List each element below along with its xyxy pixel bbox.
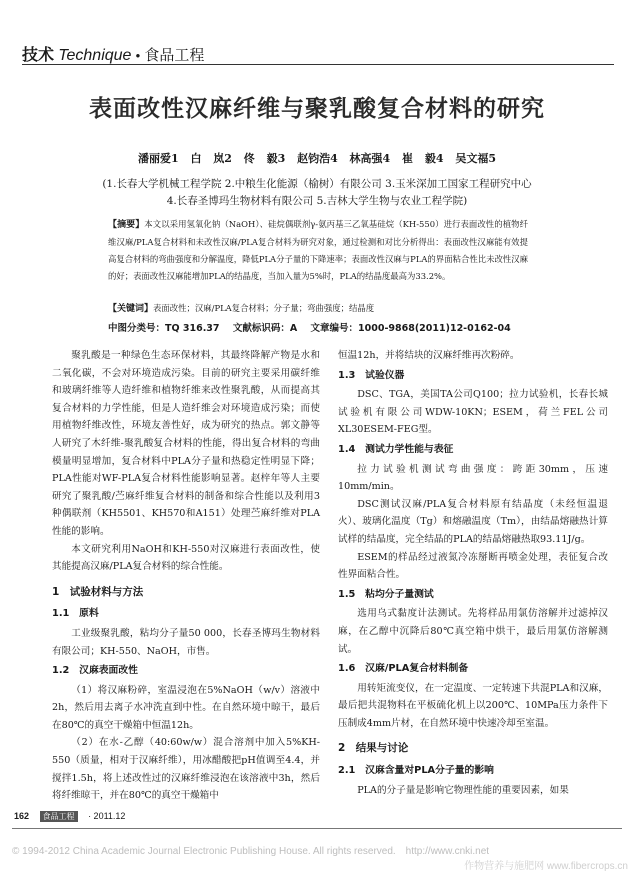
keywords-text: 表面改性；汉麻/PLA复合材料；分子量；弯曲强度；结晶度: [153, 303, 375, 313]
subsection-heading: 1.5 粘均分子量测试: [338, 588, 434, 600]
body-paragraph: 工业级聚乳酸，粘均分子量50 000，长春圣博玛生物材料有限公司；KH-550、NaOH，市售。: [52, 627, 320, 657]
document-code: 文献标识码：A: [232, 323, 298, 334]
article-number: 文章编号：1000-9868(2011)12-0162-04: [310, 323, 511, 334]
subsection-heading: 1.6 汉麻/PLA复合材料制备: [338, 663, 469, 675]
running-header: [22, 42, 204, 65]
abstract-label: 【摘要】: [108, 220, 145, 230]
page-number: 162: [14, 811, 30, 821]
paper-title: 表面改性汉麻纤维与聚乳酸复合材料的研究: [89, 96, 545, 122]
keywords: [108, 301, 528, 314]
body-paragraph: （1）将汉麻粉碎，室温浸泡在5%NaOH（w/v）溶液中2h，然后用去离子水冲洗直到中性。在自然环境中晾干，最后在80℃的真空干燥箱中恒温12h。: [52, 684, 320, 731]
section-heading: 2 结果与讨论: [338, 742, 409, 755]
body-paragraph: 本文研究利用NaOH和KH-550对汉麻进行表面改性，使其能提高汉麻/PLA复合材料的综合性能。: [52, 543, 320, 573]
journal-logo: 食品工程: [40, 811, 78, 822]
body-paragraph: PLA的分子量是影响它物理性能的重要因素，如果: [357, 784, 569, 796]
body-paragraph: 聚乳酸是一种绿色生态环保材料，其最终降解产物是水和二氧化碳，不会对环境造成污染。目前的研究主要采用碳纤维和玻璃纤维等人造纤维和植物纤维来改性聚乳酸，从而提高其复合材料的力学性能，但是人造纤维会对环境造成污染；而使用植物纤维改性，环境友善性好，成为研究的热点。郭文静等人研究了木纤维-聚乳酸复合材料的性能，得出复合材料的弯曲模量明显增加，复合材料中PLA分子量和热稳定性明显下降；PLA性能对WF-PLA复合材料性能影响显著。赵梓年等人主要研究了聚乳酸/苎麻纤维复合材料的制备和综合性能以及利用3种偶联剂（KH5501、KH570和A151）处理苎麻纤维对PLA性能的影响。: [52, 350, 320, 537]
right-column: [338, 347, 608, 799]
body-paragraph: DSC测试汉麻/PLA复合材料原有结晶度（未经恒温退火）、玻璃化温度（Tg）和熔融温度（Tm），由结晶熔融热计算试样的结晶度，完全结晶的PLA的结晶熔融热取93.11J/g。: [338, 498, 608, 545]
body-paragraph: 用转矩流变仪，在一定温度、一定转速下共混PLA和汉麻，最后把共混物料在平板硫化机上以200℃、10MPa压力条件下压制成4mm片材，在自然环境中快速冷却至室温。: [338, 682, 608, 729]
body-paragraph: （2）在水-乙醇（40:60w/w）混合溶剂中加入5%KH-550（质量，相对于汉麻纤维），用冰醋酸把pH值调至4.4，并搅拌1.5h，将上述改性过的汉麻纤维浸泡在该溶液中3h，然后将纤维晾干，并在80℃的真空干燥箱中: [52, 737, 320, 802]
section-label: 技术: [22, 47, 55, 64]
body-paragraph: 选用乌式黏度计法测试。先将样品用氯仿溶解并过滤掉汉麻，在乙醇中沉降后80℃真空箱中烘干，最后用氯仿溶解测试。: [338, 608, 608, 655]
subsection-heading: 1.4 测试力学性能与表征: [338, 443, 454, 455]
author-list: 潘丽爱1 白 岚2 佟 毅3 赵钧浩4 林高强4 崔 毅4 吴文福5: [137, 152, 497, 165]
page-footer: [14, 811, 125, 822]
affiliation-line: (1.长春大学机械工程学院 2.中粮生化能源（榆树）有限公司 3.玉米深加工国家工程研究中心: [102, 178, 532, 190]
body-paragraph: DSC、TGA，美国TA公司Q100；拉力试验机，长春长城试验机有限公司WDW-10KN；ESEM，荷兰FEL公司XL30ESEM-FEG型。: [338, 389, 608, 436]
left-column: [52, 347, 320, 805]
body-paragraph: 恒温12h，并将结块的汉麻纤维再次粉碎。: [338, 350, 520, 361]
category-label: 食品工程: [144, 47, 205, 64]
section-heading: 1 试验材料与方法: [52, 585, 144, 598]
subsection-heading: 1.1 原料: [52, 608, 99, 620]
section-label-en: Technique: [58, 47, 132, 64]
body-paragraph: 拉力试验机测试弯曲强度：跨距30mm，压速10mm/min。: [338, 463, 608, 493]
abstract: [108, 216, 528, 285]
footer-rule: [12, 828, 622, 829]
body-paragraph: ESEM的样品经过液氮冷冻掰断再喷金处理，表征复合改性界面粘合性。: [338, 551, 608, 581]
header-bullet: •: [135, 48, 141, 63]
watermark: 作物营养与施肥网 www.fibercrops.cn: [464, 861, 628, 872]
copyright-notice: © 1994-2012 China Academic Journal Electronic Publishing House. All rights reserved. http://www.cnki.net: [12, 846, 490, 857]
abstract-text: 本文以采用氢氧化钠（NaOH）、硅烷偶联剂γ-氨丙基三乙氧基硅烷（KH-550）进行表面改性的植物纤维汉麻/PLA复合材料和未改性汉麻/PLA复合材料为研究对象，通过检测和对比分析得出：表面改性汉麻能有效提高复合材料的弯曲强度和分解温度，降低PLA分子量的下降速率；表面改性汉麻与PLA的界面粘合性比未改性汉麻的好；表面改性汉麻能增加PLA的结晶度，当加入量为5%时，PLA的结晶度最高为33.2%。: [108, 219, 528, 281]
clc-number: 中图分类号：TQ 316.37: [108, 323, 220, 334]
keywords-label: 【关键词】: [108, 304, 154, 314]
header-rule: [22, 64, 614, 65]
classification-line: [108, 320, 538, 334]
subsection-heading: 2.1 汉麻含量对PLA分子量的影响: [338, 765, 494, 777]
subsection-heading: 1.3 试验仪器: [338, 369, 405, 381]
affiliation-line: 4.长春圣博玛生物材料有限公司 5.吉林大学生物与农业工程学院): [166, 195, 468, 207]
subsection-heading: 1.2 汉麻表面改性: [52, 665, 138, 677]
issue-date: · 2011.12: [88, 811, 126, 821]
